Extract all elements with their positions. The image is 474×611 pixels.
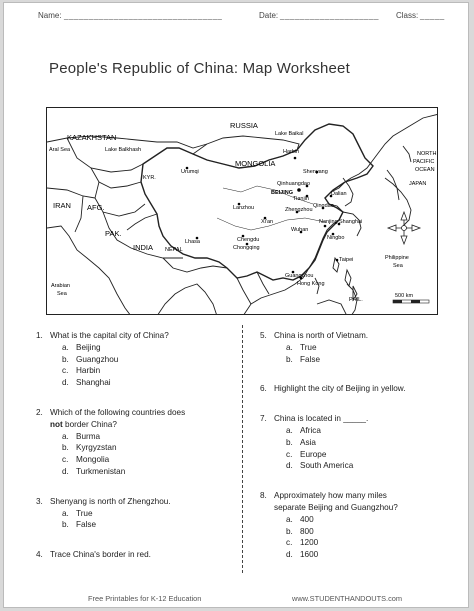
option-letter: b. bbox=[286, 437, 293, 447]
worksheet-page bbox=[3, 2, 469, 608]
scale-bar bbox=[393, 300, 429, 303]
option-letter: a. bbox=[286, 425, 293, 435]
footer-right-link[interactable]: www.STUDENTHANDOUTS.com bbox=[292, 594, 403, 603]
footer-left: Free Printables for K-12 Education bbox=[88, 594, 202, 603]
city-chengdu: Chengdu bbox=[237, 237, 260, 243]
option[interactable] bbox=[62, 454, 236, 466]
question-8 bbox=[260, 490, 450, 514]
city-xian: Xi'an bbox=[261, 219, 274, 225]
question-text-cont: border China? bbox=[62, 419, 117, 429]
date-line: ____________________ bbox=[280, 11, 379, 20]
questions-right bbox=[260, 330, 450, 561]
option-text: Kyrgyzstan bbox=[76, 443, 117, 453]
answer-blank[interactable]: _____. bbox=[343, 414, 369, 424]
option[interactable] bbox=[62, 377, 236, 389]
option[interactable] bbox=[286, 537, 450, 549]
label-kyr: KYR. bbox=[143, 175, 156, 181]
city-dalian: Dalian bbox=[331, 191, 347, 197]
question-number: 2. bbox=[36, 407, 43, 417]
date-label: Date: bbox=[259, 11, 279, 20]
option-text: Asia bbox=[300, 437, 316, 447]
option-text: Europe bbox=[300, 449, 327, 459]
label-baikal: Lake Baikal bbox=[275, 131, 304, 137]
page-title: People's Republic of China: Map Worksheet bbox=[49, 60, 350, 77]
question-number: 8. bbox=[260, 491, 267, 501]
question-text: Highlight the city of Beijing in yellow. bbox=[274, 384, 406, 394]
option[interactable] bbox=[286, 425, 450, 437]
city-lhasa: Lhasa bbox=[185, 239, 200, 245]
option-letter: c. bbox=[286, 449, 293, 459]
city-guangzhou: Guangzhou bbox=[285, 273, 314, 279]
question-number: 1. bbox=[36, 331, 43, 340]
question-6 bbox=[260, 383, 450, 395]
china-map bbox=[46, 107, 438, 315]
label-afg: AFG. bbox=[87, 203, 105, 212]
option[interactable] bbox=[286, 549, 450, 561]
city-hongkong: Hong Kong bbox=[297, 281, 325, 287]
option-letter: b. bbox=[286, 354, 293, 364]
option-letter: c. bbox=[62, 366, 69, 376]
question-4 bbox=[36, 549, 236, 561]
name-line: ________________________________ bbox=[64, 11, 223, 20]
city-beijing: BEIJING bbox=[271, 190, 294, 196]
option-text: True bbox=[76, 508, 93, 518]
question-1 bbox=[36, 330, 236, 342]
label-phil: PHIL. bbox=[349, 297, 363, 303]
question-text: Approximately how many miles bbox=[274, 491, 387, 501]
scale-label: 500 km bbox=[395, 293, 414, 299]
question-text: China is located in bbox=[274, 414, 341, 424]
option[interactable] bbox=[62, 365, 236, 377]
option[interactable] bbox=[286, 514, 450, 526]
label-mongolia: MONGOLIA bbox=[235, 159, 276, 168]
option-letter: d. bbox=[62, 466, 69, 476]
option[interactable] bbox=[62, 466, 236, 478]
option-text: 400 bbox=[300, 514, 314, 524]
label-iran: IRAN bbox=[53, 201, 71, 210]
question-text: What is the capital city of China? bbox=[50, 331, 169, 340]
label-pak: PAK. bbox=[105, 229, 122, 238]
option-text: 1200 bbox=[300, 538, 319, 548]
label-japan: JAPAN bbox=[409, 181, 427, 187]
label-india: INDIA bbox=[133, 243, 154, 252]
option-letter: a. bbox=[62, 342, 69, 352]
option-letter: b. bbox=[62, 443, 69, 453]
city-taipei: Taipei bbox=[339, 257, 354, 263]
option-text: False bbox=[300, 354, 321, 364]
option-letter: c. bbox=[286, 538, 293, 548]
label-aral: Aral Sea bbox=[49, 147, 71, 153]
option-letter: b. bbox=[286, 526, 293, 536]
question-number: 7. bbox=[260, 414, 267, 424]
column-divider bbox=[242, 325, 243, 573]
option-letter: a. bbox=[62, 508, 69, 518]
question-7-options bbox=[286, 425, 450, 472]
option-letter: d. bbox=[62, 378, 69, 388]
label-nepal: NEPAL bbox=[165, 247, 183, 253]
option[interactable] bbox=[62, 442, 236, 454]
compass-rose-icon bbox=[388, 212, 420, 244]
option-text: Mongolia bbox=[76, 455, 110, 465]
city-nanjing: Nanjing bbox=[319, 219, 338, 225]
label-kazakhstan: KAZAKHSTAN bbox=[67, 133, 117, 142]
question-8-options bbox=[286, 514, 450, 561]
question-3 bbox=[36, 496, 236, 508]
city-ningbo: Ningbo bbox=[327, 235, 345, 241]
question-7 bbox=[260, 413, 450, 425]
question-1-options bbox=[62, 342, 236, 389]
question-text: Shenyang is north of Zhengzhou. bbox=[50, 496, 171, 506]
label-russia: RUSSIA bbox=[230, 121, 258, 130]
questions-left bbox=[36, 330, 236, 561]
option[interactable] bbox=[286, 354, 450, 366]
question-2-options bbox=[62, 431, 236, 478]
label-philippine-sea: Sea bbox=[393, 263, 403, 269]
city-qingdao: Qingdao bbox=[313, 203, 334, 209]
option-letter: a. bbox=[286, 514, 293, 524]
option-text: Turkmenistan bbox=[76, 466, 126, 476]
option[interactable] bbox=[286, 460, 450, 472]
option-text: Burma bbox=[76, 431, 101, 441]
city-tianjin: Tianjin bbox=[293, 196, 309, 202]
label-north: NORTH bbox=[417, 151, 437, 157]
option[interactable] bbox=[62, 431, 236, 443]
question-2 bbox=[36, 407, 236, 431]
question-5 bbox=[260, 330, 450, 342]
option-text: Africa bbox=[300, 425, 321, 435]
city-shanghai: Shanghai bbox=[339, 219, 363, 225]
question-3-options bbox=[62, 508, 236, 532]
option-text: Guangzhou bbox=[76, 354, 119, 364]
city-zhengzhou: Zhengzhou bbox=[285, 207, 313, 213]
option-letter: b. bbox=[62, 520, 69, 530]
label-arabian-sea: Sea bbox=[57, 291, 67, 297]
question-text: China is north of Vietnam. bbox=[274, 331, 369, 340]
question-number: 5. bbox=[260, 331, 267, 340]
label-philippine: Philippine bbox=[385, 255, 409, 261]
question-emphasis: not bbox=[50, 419, 63, 429]
question-number: 4. bbox=[36, 550, 43, 560]
option-text: Beijing bbox=[76, 342, 101, 352]
option-text: South America bbox=[300, 461, 354, 471]
question-text: Trace China's border in red. bbox=[50, 550, 151, 560]
option[interactable] bbox=[286, 437, 450, 449]
class-line: _____ bbox=[420, 11, 445, 20]
option[interactable] bbox=[286, 526, 450, 538]
option-letter: d. bbox=[286, 461, 293, 471]
option-text: 800 bbox=[300, 526, 314, 536]
option-text: Harbin bbox=[76, 366, 101, 376]
city-shenyang: Shenyang bbox=[303, 169, 328, 175]
city-urumqi: Urumqi bbox=[181, 169, 199, 175]
class-label: Class: bbox=[396, 11, 419, 20]
option[interactable] bbox=[62, 508, 236, 520]
question-number: 3. bbox=[36, 496, 43, 506]
option-letter: d. bbox=[286, 550, 293, 560]
option[interactable] bbox=[286, 342, 450, 354]
city-lanzhou: Lanzhou bbox=[233, 205, 255, 211]
option-letter: b. bbox=[62, 354, 69, 364]
option-text: False bbox=[76, 520, 97, 530]
option-letter: a. bbox=[286, 342, 293, 352]
option[interactable] bbox=[62, 354, 236, 366]
question-5-options bbox=[286, 342, 450, 366]
option-text: 1600 bbox=[300, 550, 319, 560]
city-chongqing: Chongqing bbox=[233, 245, 260, 251]
label-pacific: PACIFIC bbox=[413, 159, 435, 165]
option[interactable] bbox=[62, 342, 236, 354]
name-label: Name: bbox=[38, 11, 62, 20]
option-text: True bbox=[300, 342, 317, 352]
city-wuhan: Wuhan bbox=[291, 227, 309, 233]
label-arabian: Arabian bbox=[51, 283, 70, 289]
option[interactable] bbox=[62, 519, 236, 531]
option-letter: a. bbox=[62, 431, 69, 441]
option-text: Shanghai bbox=[76, 378, 111, 388]
label-ocean: OCEAN bbox=[415, 167, 435, 173]
question-text: Which of the following countries does bbox=[50, 407, 186, 417]
question-number: 6. bbox=[260, 384, 267, 394]
option[interactable] bbox=[286, 449, 450, 461]
question-text-cont: separate Beijing and Guangzhou? bbox=[274, 502, 398, 512]
option-letter: c. bbox=[62, 455, 69, 465]
label-balkhash: Lake Balkhash bbox=[105, 147, 142, 153]
city-qinhuangdao: Qinhuangdao bbox=[277, 181, 311, 187]
city-harbin: Harbin bbox=[283, 149, 300, 155]
